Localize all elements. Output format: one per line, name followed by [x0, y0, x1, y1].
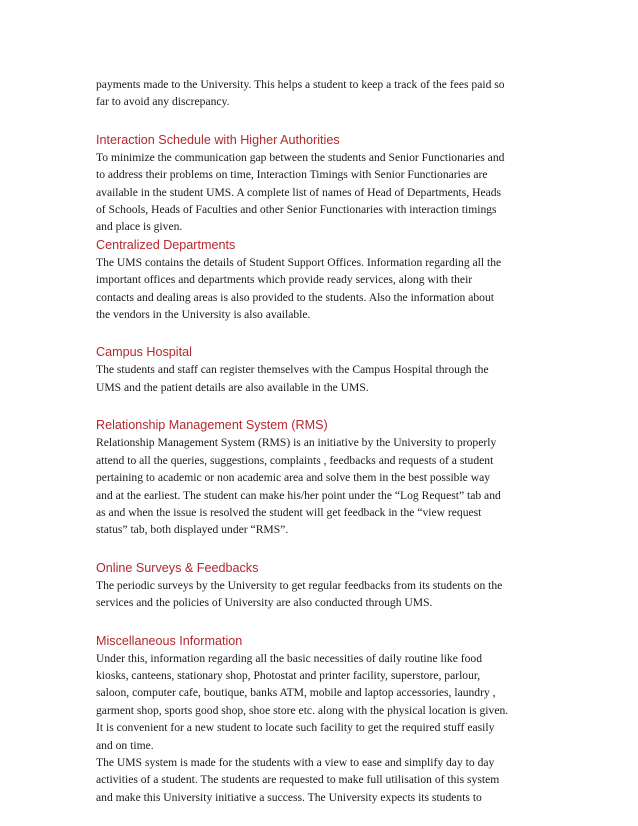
text-line: UMS and the patient details are also available in the UMS.	[96, 380, 369, 394]
section-campus-hospital	[96, 343, 542, 396]
text-line: payments made to the University. This helps a student to keep a track of the fees paid so	[96, 78, 505, 91]
text-line: and make this University initiative a success. The University expects its students to	[96, 790, 482, 804]
section-miscellaneous	[96, 632, 542, 807]
text-line: far to avoid any discrepancy.	[96, 95, 230, 109]
text-line: garment shop, sports good shop, shoe store etc. along with the physical location is given.	[96, 703, 509, 717]
text-line: The periodic surveys by the University to get regular feedbacks from its students on the	[96, 578, 503, 592]
text-line: the vendors in the University is also available.	[96, 308, 311, 322]
section-heading: Campus Hospital	[96, 345, 192, 360]
section-heading: Centralized Departments	[96, 237, 236, 252]
section-paragraph	[96, 149, 542, 236]
section-paragraph	[96, 254, 542, 324]
text-line: Relationship Management System (RMS) is an initiative by the University to properly	[96, 436, 497, 450]
section-paragraph	[96, 650, 542, 807]
text-line: as and when the issue is resolved the student will get feedback in the “view request	[96, 505, 482, 519]
text-line: kiosks, canteens, stationary shop, Photostat and printer facility, superstore, parlour,	[96, 668, 481, 682]
text-line: pertaining to academic or non academic area and solve them in the best possible way	[96, 471, 491, 485]
text-line: The UMS system is made for the students with a view to ease and simplify day to day	[96, 755, 495, 769]
text-line: status” tab, both displayed under “RMS”.	[96, 523, 289, 537]
text-line: services and the policies of University are also conducted through UMS.	[96, 596, 433, 610]
text-line: activities of a student. The students are requested to make full utilisation of this system	[96, 773, 500, 787]
text-line: important offices and departments which provide ready services, along with their	[96, 273, 473, 287]
section-heading: Interaction Schedule with Higher Authorities	[96, 132, 340, 147]
section-heading: Relationship Management System (RMS)	[96, 418, 328, 433]
text-line: The students and staff can register themselves with the Campus Hospital through the	[96, 363, 489, 377]
text-line: It is convenient for a new student to locate such facility to get the required stuff easily	[96, 721, 495, 735]
text-line: to address their problems on time, Interaction Timings with Senior Functionaries are	[96, 168, 488, 182]
section-paragraph	[96, 577, 542, 612]
section-rms	[96, 416, 542, 538]
text-line: Under this, information regarding all the basic necessities of daily routine like food	[96, 651, 483, 665]
section-paragraph	[96, 434, 542, 538]
text-line: and at the earliest. The student can make his/her point under the “Log Request” tab and	[96, 488, 501, 502]
section-online-surveys	[96, 559, 542, 612]
section-interaction-schedule	[96, 131, 542, 236]
intro-paragraph	[96, 76, 542, 111]
section-paragraph	[96, 361, 542, 396]
text-line: To minimize the communication gap between the students and Senior Functionaries and	[96, 150, 505, 164]
text-line: The UMS contains the details of Student Support Offices. Information regarding all the	[96, 255, 502, 269]
text-line: saloon, computer cafe, boutique, banks ATM, mobile and laptop accessories, laundry ,	[96, 686, 496, 700]
section-heading: Miscellaneous Information	[96, 633, 243, 648]
text-line: contacts and dealing areas is also provided to the students. Also the information about	[96, 290, 494, 304]
section-centralized-departments	[96, 236, 542, 324]
text-line: attend to all the queries, suggestions, complaints , feedbacks and requests of a student	[96, 453, 494, 467]
text-line: and on time.	[96, 738, 154, 752]
text-line: available in the student UMS. A complete list of names of Head of Departments, Heads	[96, 185, 502, 199]
text-line: of Schools, Heads of Faculties and other Senior Functionaries with interaction timings	[96, 203, 497, 217]
text-line: and place is given.	[96, 220, 183, 234]
section-heading: Online Surveys & Feedbacks	[96, 560, 259, 575]
